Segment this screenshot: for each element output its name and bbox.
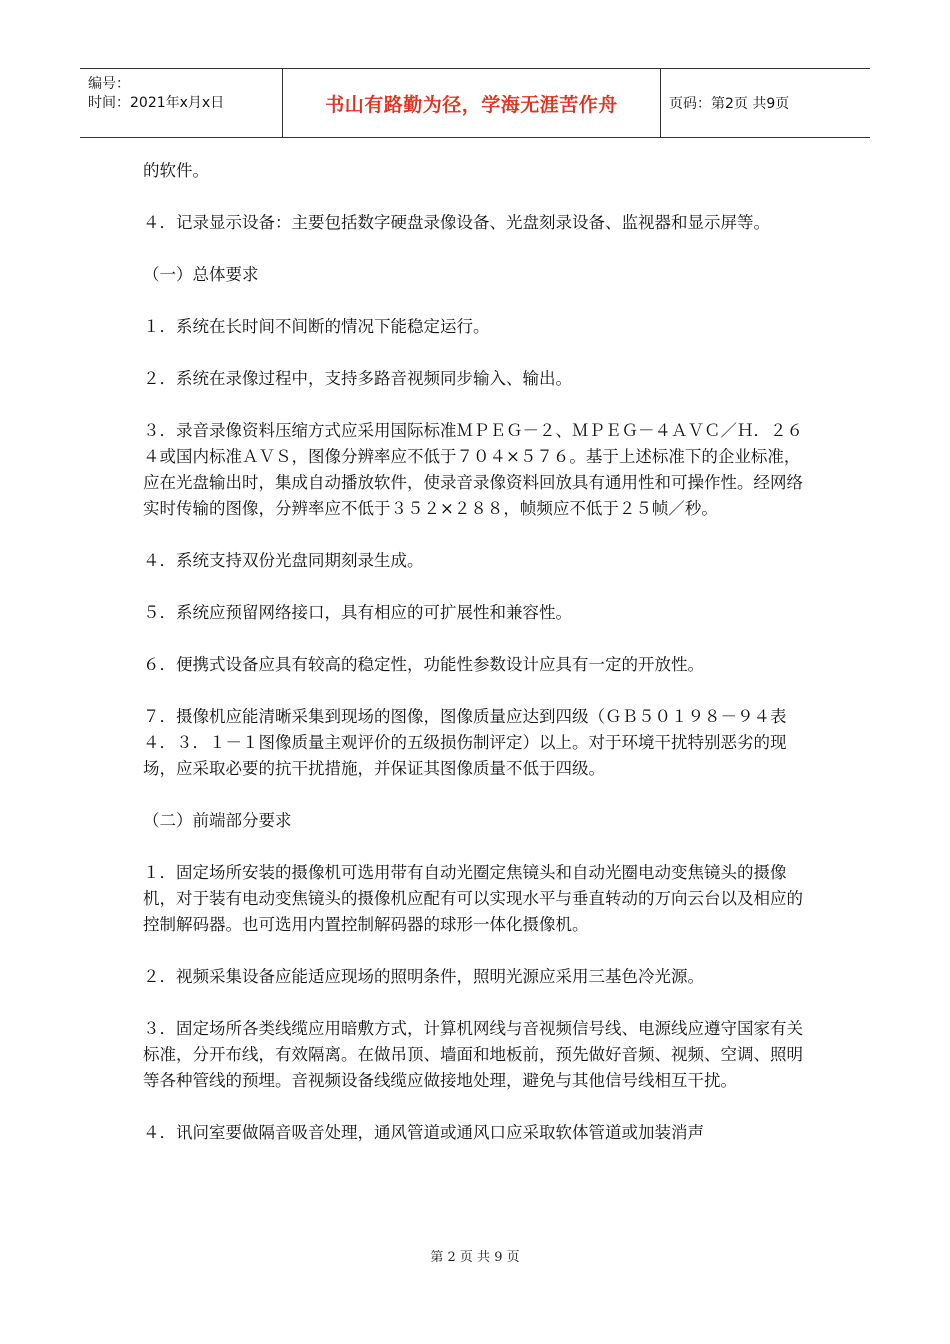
header-meta-cell [80, 69, 283, 137]
paragraph: ４．记录显示设备：主要包括数字硬盘录像设备、光盘刻录设备、监视器和显示屏等。 [143, 213, 770, 232]
paragraph: 的软件。 [143, 161, 209, 180]
header-motto-cell [283, 69, 661, 137]
paragraph: ２．视频采集设备应能适应现场的照明条件，照明光源应采用三基色冷光源。 [143, 967, 704, 986]
paragraph: １．固定场所安装的摄像机可选用带有自动光圈定焦镜头和自动光圈电动变焦镜头的摄像机，对于装有电动变焦镜头的摄像机应配有可以实现水平与垂直转动的万向云台以及相应的控制解码器。也可选用内置控制解码器的球形一体化摄像机。 [143, 863, 803, 934]
paragraph: ６．便携式设备应具有较高的稳定性，功能性参数设计应具有一定的开放性。 [143, 655, 704, 674]
paragraph: ４．系统支持双份光盘同期刻录生成。 [143, 551, 424, 570]
document-number-label: 编号： [88, 76, 130, 92]
page-header [80, 68, 870, 138]
paragraph: ２．系统在录像过程中，支持多路音视频同步输入、输出。 [143, 369, 572, 388]
page-footer: 第 2 页 共 9 页 [430, 1250, 520, 1265]
document-date-label: 时间：2021年x月x日 [88, 95, 225, 111]
paragraph: ７．摄像机应能清晰采集到现场的图像，图像质量应达到四级（ＧＢ５０１９８－９４表４．３．１－１图像质量主观评价的五级损伤制评定）以上。对于环境干扰特别恶劣的现场，应采取必要的抗干扰措施，并保证其图像质量不低于四级。 [143, 707, 787, 778]
paragraph: ５．系统应预留网络接口，具有相应的可扩展性和兼容性。 [143, 603, 572, 622]
section-heading: （一）总体要求 [143, 265, 259, 284]
paragraph: ３．录音录像资料压缩方式应采用国际标准ＭＰＥＧ－２、ＭＰＥＧ－４ＡＶＣ／Ｈ．２６４或国内标准ＡＶＳ，图像分辨率应不低于７０４×５７６。基于上述标准下的企业标准，应在光盘输出时，集成自动播放软件，使录音录像资料回放具有通用性和可操作性。经网络实时传输的图像，分辨率应不低于３５２×２８８，帧频应不低于２５帧／秒。 [143, 421, 803, 518]
document-body [143, 158, 815, 1172]
header-motto: 书山有路勤为径，学海无涯苦作舟 [325, 93, 618, 116]
paragraph: １．系统在长时间不间断的情况下能稳定运行。 [143, 317, 490, 336]
header-page-cell [661, 69, 870, 137]
header-page-info: 页码：第2页 共9页 [669, 96, 790, 112]
paragraph: ４．讯问室要做隔音吸音处理，通风管道或通风口应采取软体管道或加装消声 [143, 1123, 704, 1142]
section-heading: （二）前端部分要求 [143, 811, 292, 830]
paragraph: ３．固定场所各类线缆应用暗敷方式，计算机网线与音视频信号线、电源线应遵守国家有关标准，分开布线，有效隔离。在做吊顶、墙面和地板前，预先做好音频、视频、空调、照明等各种管线的预埋。音视频设备线缆应做接地处理，避免与其他信号线相互干扰。 [143, 1019, 803, 1090]
